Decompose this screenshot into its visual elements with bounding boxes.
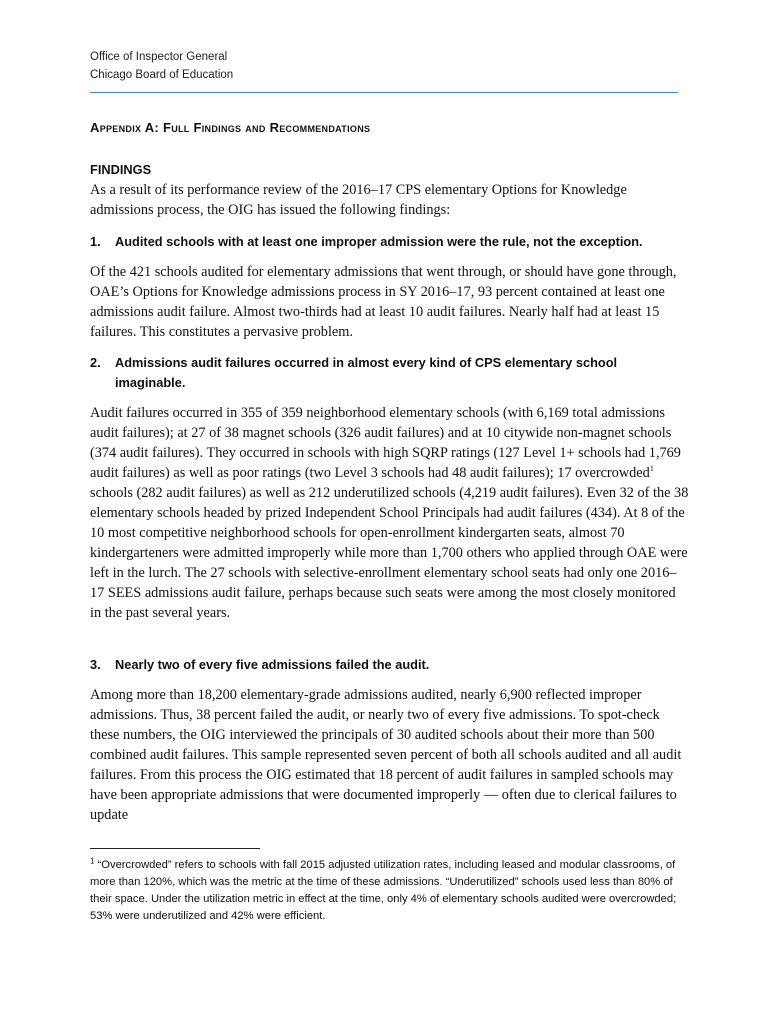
header-org-line1: Office of Inspector General [90,51,228,63]
footnote-reference[interactable]: 1 [649,464,654,474]
header-org-line2: Chicago Board of Education [90,69,234,81]
finding-3-title [90,655,690,675]
findings-intro: As a result of its performance review of the 2016–17 CPS elementary Options for Knowledge admissions process, the OIG has issued the following findings: [90,182,627,218]
finding-1-number: 1. [90,234,101,249]
header-divider [90,92,678,93]
findings-heading: FINDINGS [90,162,152,177]
footnote-marker: 1 [90,856,95,866]
finding-2-body-part2: schools (282 audit failures) as well as 212 underutilized schools (4,219 audit failures). Even 32 of the 38 elementary schools headed by prized Independent School Principals had audit failures (434). At 8 of the 10 most competitive neighborhood schools for open-enrollment kindergarten seats, almost 70 kindergarteners were admitted improperly while more than 1,700 others who applied through OAE were left in the lurch. The 27 schools with selective-enrollment elementary school seats had only one 2016–17 SEES admissions audit failure, perhaps because such seats were among the most closely monitored in the past several years. [90,485,689,621]
footnote-divider [90,848,260,849]
finding-3-number: 3. [90,657,101,672]
page-header [90,48,233,84]
finding-1-title-text: Audited schools with at least one improper admission were the rule, not the exception. [115,234,643,249]
finding-1 [90,232,690,342]
finding-2-title [90,353,690,393]
finding-2-title-text: Admissions audit failures occurred in almost every kind of CPS elementary school imaginable. [115,355,618,390]
finding-2-body-part1: Audit failures occurred in 355 of 359 neighborhood elementary schools (with 6,169 total admissions audit failures); at 27 of 38 magnet schools (326 audit failures) and at 10 citywide non-magnet schools (374 audit failures). They occurred in schools with high SQRP ratings (127 Level 1+ schools had 1,769 audit failures) as well as poor ratings (two Level 3 schools had 48 audit failures); 17 overcrowded [90,405,681,481]
finding-2-body [90,403,690,623]
footnote [90,857,690,925]
finding-3-title-text: Nearly two of every five admissions failed the audit. [115,657,430,672]
appendix-title: Appendix A: Full Findings and Recommendations [90,120,371,135]
finding-1-title [90,232,690,252]
finding-2-number: 2. [90,355,101,370]
finding-3-body: Among more than 18,200 elementary-grade admissions audited, nearly 6,900 reflected improper admissions. Thus, 38 percent failed the audit, or nearly two of every five admissions. To spot-check these numbers, the OIG interviewed the principals of 30 audited schools about their more than 500 combined audit failures. This sample represented seven percent of both all schools audited and all audit failures. From this process the OIG estimated that 18 percent of audit failures in sampled schools may have been appropriate admissions that were documented improperly — often due to clerical failures to update [90,687,682,823]
finding-3 [90,655,690,825]
finding-1-body: Of the 421 schools audited for elementary admissions that went through, or should have gone through, OAE’s Options for Knowledge admissions process in SY 2016–17, 93 percent contained at least one admissions audit failure. Almost two-thirds had at least 10 audit failures. Nearly half had at least 15 failures. This constitutes a pervasive problem. [90,264,677,340]
finding-2 [90,353,690,623]
footnote-text: “Overcrowded” refers to schools with fall 2015 adjusted utilization rates, including leased and modular classrooms, of more than 120%, which was the metric at the time of these admissions. “Underutilized” schools used less than 80% of their space. Under the utilization metric in effect at the time, only 4% of elementary schools audited were overcrowded; 53% were underutilized and 42% were efficient. [90,859,677,922]
